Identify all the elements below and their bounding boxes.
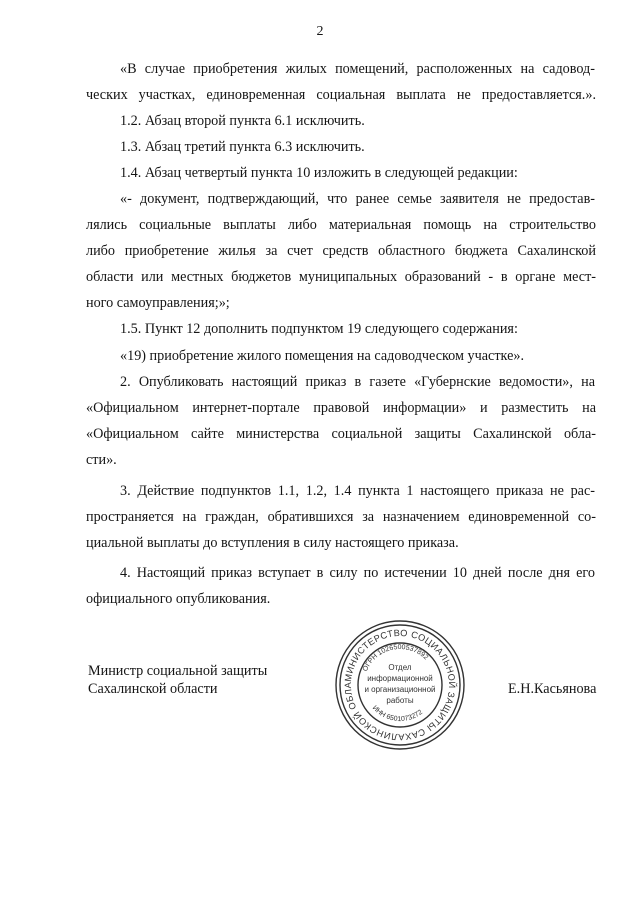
body-line: 1.2. Абзац второй пункта 6.1 исключить. — [120, 113, 365, 129]
page-number: 2 — [316, 24, 324, 39]
stamp-center-line2: информационной — [367, 674, 433, 683]
stamp-center-line1: Отдел — [388, 663, 412, 672]
body-line: «Официальном сайте министерства социальной защиты Сахалинской обла- — [86, 426, 596, 442]
body-line: официального опубликования. — [86, 591, 271, 607]
stamp-center-line4: работы — [386, 696, 414, 705]
stamp-ring-text: МИНИСТЕРСТВО СОЦИАЛЬНОЙ ЗАЩИТЫ САХАЛИНСКОЙ ОБЛА — [342, 627, 458, 743]
official-stamp — [333, 618, 467, 752]
body-line: циальной выплаты до вступления в силу настоящего приказа. — [86, 535, 459, 551]
body-line: 3. Действие подпунктов 1.1, 1.2, 1.4 пункта 1 настоящего приказа не рас- — [120, 483, 595, 499]
stamp-seal — [333, 618, 467, 752]
body-line: лялись социальные выплаты либо материальная помощь на строительство — [86, 217, 596, 233]
body-line: 1.3. Абзац третий пункта 6.3 исключить. — [120, 139, 365, 155]
body-line: области или местных бюджетов муниципальных образований - в органе мест- — [86, 269, 596, 285]
body-line: 4. Настоящий приказ вступает в силу по истечении 10 дней после дня его — [120, 565, 595, 581]
signatory-position-line2: Сахалинской области — [88, 681, 218, 697]
body-line: либо приобретение жилья за счет средств областного бюджета Сахалинской — [86, 243, 596, 259]
body-line: 1.5. Пункт 12 дополнить подпунктом 19 следующего содержания: — [120, 321, 518, 337]
body-line: 2. Опубликовать настоящий приказ в газете «Губернские ведомости», на — [120, 374, 595, 390]
body-line: 1.4. Абзац четвертый пункта 10 изложить в следующей редакции: — [120, 165, 518, 181]
body-line: «19) приобретение жилого помещения на садоводческом участке». — [120, 348, 525, 364]
signatory-name: Е.Н.Касьянова — [508, 681, 597, 697]
stamp-inn: ИНН 6501073272 — [370, 704, 424, 724]
body-line: ного самоуправления;»; — [86, 295, 230, 311]
stamp-center-line3: и организационной — [364, 685, 436, 694]
body-line: сти». — [86, 452, 117, 468]
stamp-ogrn: ОГРН 1026500537892 — [361, 643, 430, 673]
body-line: «В случае приобретения жилых помещений, расположенных на садовод- — [120, 61, 595, 77]
signatory-position-line1: Министр социальной защиты — [88, 663, 268, 679]
body-line: «Официальном интернет-портале правовой информации» и разместить на — [86, 400, 596, 416]
body-line: пространяется на граждан, обратившихся за назначением единовременной со- — [86, 509, 596, 525]
svg-text:ИНН 6501073272 — [371, 705, 424, 723]
body-line: ческих участках, единовременная социальная выплата не предоставляется.». — [86, 87, 596, 103]
body-line: «- документ, подтверждающий, что ранее семье заявителя не предостав- — [120, 191, 595, 207]
